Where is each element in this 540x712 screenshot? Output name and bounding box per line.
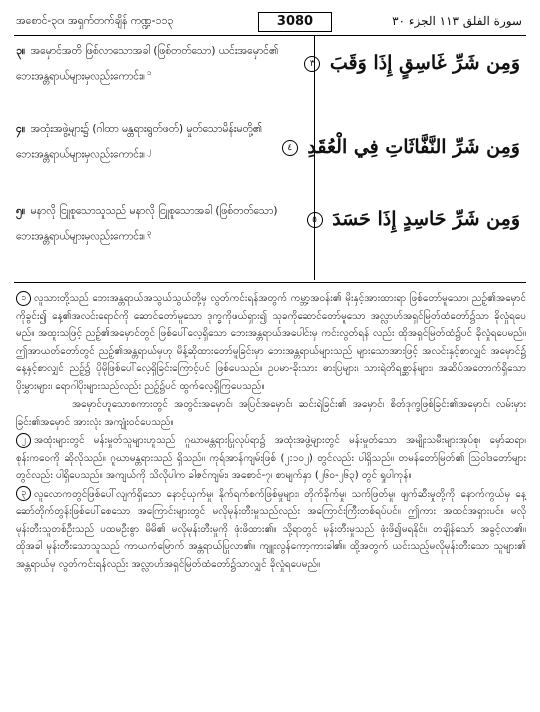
verse-text: မနာလို ငြူစူသောသူသည် မနာလို ငြူစူသောအခါ (ဖြစ်တတ်သော) ဘေးအန္တရာယ်များမှလည်းကောင်း။ xyxy=(16,205,278,243)
arabic-verse-number: ٣ xyxy=(304,56,320,72)
arabic-verse-number: ٥ xyxy=(307,212,323,228)
verse-number: ၃။ xyxy=(16,45,26,57)
arabic-verse-text: وَمِن شَرِّ النَّفَّاثَاتِ فِي الْعُقَدِ xyxy=(307,136,520,158)
note-marker: ၁ xyxy=(16,291,31,306)
verse-number: ၅။ xyxy=(16,205,26,217)
arabic-verse xyxy=(309,52,520,74)
note-marker: ၂ xyxy=(16,433,31,448)
notes-rule xyxy=(14,282,526,283)
note-text: အမှောင်ဟူသောစကားတွင် အတွင်းအမှောင်၊ အပြင်အမှောင်၊ ဆင်းရဲခြင်း၏ အမှောင်၊ စိတ်ဒုက္ခဖြစ်ခြင်း၏အမှောင်၊ လမ်းမှားခြင်း၏အမှောင် အားလုံး အကျုံးဝင်ပေသည်။ xyxy=(16,399,526,428)
header-chapter-info: အစောင်-၃၀၊ အရှက်တက်ချိန် ကဏ္ဍ-၁၁၃ xyxy=(16,15,174,27)
footnote-ref: ၁ xyxy=(146,68,152,77)
arabic-verse-text: وَمِن شَرِّ حَاسِدٍ إِذَا حَسَدَ xyxy=(332,208,520,230)
commentary-notes xyxy=(16,290,526,574)
header-surah-info: سورة الفلق ۱۱۳ الجزء ۳۰ xyxy=(392,14,522,28)
commentary-note xyxy=(16,290,526,395)
commentary-note xyxy=(16,432,526,485)
note-text: လူသားတို့သည် ဘေးအန္တရာယ်အသွယ်သွယ်တို့မှ လွတ်ကင်းရန်အတွက် ကမ္ဘာ့အဝန်း၏ မိုးနှင့်အားထားရာ ဖြစ်တော်မူသော၊ ညဥ့်၏အမှောင်ကိုခွင်း၍ နေ့၏အလင်းရောင်ကို ဆောင်တော်မူသော ဒုက္ခကိုဖယ်ရှား၍ သုခကိုဆောင်တော်မူသော အလ္လာဟ်အရှင်မြတ်ထံတော်၌သာ ခိုလှုံရပေမည်။ အထူးသဖြင့် ညဥ့်၏အမှောင်တွင် ဖြစ်ပေါ်လေ့ရှိသော ဘေးအန္တရာယ်အပေါင်းမှ ကင်းလွတ်ရန် လည်း ထိုအရှင်မြတ်ထံ၌ပင် ခိုလှုံရပေမည်။ ဤအာယတ်တော်တွင် ညဥ့်၏အန္တရာယ်မှဟု မိန့်ဆိုထားတော်မူခြင်းမှာ ဘေးအန္တရာယ်များသည် များသောအားဖြင့် အလင်းနှင့်စာလျှင် အမှောင်၌ နေ့နှင့်စာလျှင် ညဥ့်၌ ပိုမိုဖြစ်ပေါ်လေ့ရှိခြင်းကြောင့်ပင် ဖြစ်ပေသည်။ ဥပမာ-ခိုးသား ဓားပြများ၊ သားရဲတိရစ္ဆာန်များ၊ အဆိပ်အတောက်ရှိသော ပိုးမွှားများ၊ ရောဂါပိုးများသည်လည်း ညဥ့်၌ပင် ထွက်လေ့ရှိကြပေသည်။ xyxy=(16,293,526,392)
verse-number: ၄။ xyxy=(16,123,26,135)
header-rule xyxy=(14,35,526,36)
arabic-verse xyxy=(287,136,520,158)
commentary-note xyxy=(16,486,526,574)
note-text: လူလောကတွင်ဖြစ်ပေါ်လျက်ရှိသော နောင့်ယှက်မှု၊ နိုက်ရက်စက်ဖြစ်မှုများ၊ တိုက်ခိုက်မှု၊ သက်ဖြတ်မှု၊ ဖျက်ဆီးမှုတို့ကို နောက်ကွယ်မှ နေ့ဆော်တိုက်တွန်းဖြစ်ပေါ်စေသော အကြောင်းများတွင် မလိုမုန်းတီးမှုသည်လည်း အကြောင်းကြီးတစ်ရပ်ပင်။ ဤကား အထင်အရှားပင်။ မလိုမုန်းတီးသူတစ်ဦးသည် ပထမဦးစွာ မိမိ၏ မလိုမုန်းတီးမှုကို ဖုံးဖိထား၏။ သို့ရာတွင် မုန်းတီးမှုသည် ဖုံးဖိ၍မရနိုင်။ တချိန်သော် အခွင့်လာ၏။ ထိုအခါ မုန်းတီးသောသူသည် ကာယကံမြောက် အန္တရာယ်ပြုလာ၏။ ကျူးလွန်ကော့ကားခါ၏။ ထို့အတွက် ယင်းသည့်မလိုမုန်းတီးသော သူများ၏ အန္တရာယ်မှ လွတ်ကင်းရန်လည်း အလ္လာဟ်အရှင်မြတ်ထံတော်၌သာလျှင် ခိုလှုံရပေမည်။ xyxy=(16,488,526,570)
note-marker: ၃ xyxy=(16,486,31,501)
arabic-verse-number: ٤ xyxy=(282,140,298,156)
verse-translation xyxy=(16,40,304,88)
verse-translation xyxy=(16,200,304,248)
footnote-ref: ၃ xyxy=(146,228,152,237)
page-number: 3080 xyxy=(258,12,332,32)
arabic-verse-text: وَمِن شَرِّ غَاسِقٍ إِذَا وَقَبَ xyxy=(329,52,520,74)
note-text: အထုံးများတွင် မန်းမှုတ်သူများဟူသည် ဂူဃာမန္တရားပြုလုပ်ရာ၌ အထုံးအဖွဲ့များတွင် မန်းမှုတ်သော အမျိုးသမီးများအုပ်စု၊ မှော်ဆရာ၊ စုန်းကဝေကို ဆိုလိုသည်။ ဂူဃာမန္တရားသည် ရှိသည်။ ကုရ်အာန်ကျမ်းဖြစ် (၂:၁၀၂) တွင်လည်း ပါရှိသည်။ တမန်တော်မြတ်၏ သြဝါဒတော်များတွင်လည်း ပါရှိပေသည်။ အကျယ်ကို သိလိုပါက ခါဇင်ကျမ်း၊ အစောင်-၇၊ စာမျက်နှာ (၂၆၀-၂၆၃) တွင် ရှုပါကုန်။ xyxy=(16,435,526,481)
verse-text: အမှောင်အတိ ဖြစ်လာသောအခါ (ဖြစ်တတ်သော) ယင်းအမှောင်၏ ဘေးအန္တရာယ်များမှလည်းကောင်း။ xyxy=(16,45,279,83)
page-header xyxy=(14,12,526,32)
commentary-note xyxy=(16,396,526,431)
verse-translation xyxy=(16,118,304,166)
arabic-verse xyxy=(312,208,520,230)
verse-text: အထုံးအဖွဲ့များ၌ (ဂါထာ မန္တရားရွတ်ဖတ်) မှုတ်သောမိန်းမတို့၏ ဘေးအန္တရာယ်များမှလည်းကောင်း။ xyxy=(16,123,263,161)
footnote-ref: ၂ xyxy=(146,146,151,155)
